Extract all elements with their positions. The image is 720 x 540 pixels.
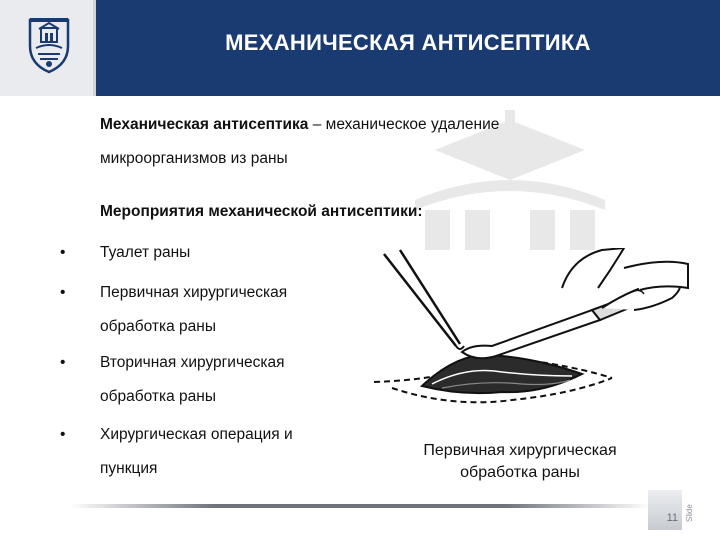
measures-heading: Мероприятия механической антисептики: — [100, 203, 423, 220]
illustration-caption — [390, 440, 650, 484]
list-item-line: Первичная хирургическая — [100, 284, 288, 301]
bullet: • — [60, 244, 66, 261]
header-bar — [96, 0, 720, 96]
bullet: • — [60, 426, 66, 443]
university-crest-icon — [26, 16, 72, 74]
slide-number: 11 — [666, 512, 678, 524]
page-title: МЕХАНИЧЕСКАЯ АНТИСЕПТИКА — [225, 30, 591, 55]
wound-debridement-scalpel-illustration — [372, 248, 690, 434]
list-item-line: Хирургическая операция и — [100, 426, 293, 443]
definition-line-1 — [100, 108, 600, 142]
bullet: • — [60, 354, 66, 371]
list-item — [60, 346, 350, 414]
bullet: • — [60, 284, 66, 301]
list-item — [60, 276, 350, 344]
list-item-line: обработка раны — [100, 318, 216, 335]
list-item — [60, 418, 350, 486]
list-item-line: обработка раны — [100, 388, 216, 405]
slide-label: Slide — [685, 504, 694, 522]
definition-text — [100, 108, 600, 176]
definition-rest: – механическое удаление — [308, 116, 500, 133]
list-item-line: пункция — [100, 460, 158, 477]
slide-number-badge — [648, 490, 682, 530]
footer-divider — [70, 504, 650, 508]
list-item-line: Туалет раны — [100, 244, 191, 261]
caption-line-1: Первичная хирургическая — [423, 442, 617, 459]
list-item-line: Вторичная хирургическая — [100, 354, 285, 371]
definition-line-2: микроорганизмов из раны — [100, 150, 288, 167]
definition-term: Механическая антисептика — [100, 116, 309, 133]
caption-line-2: обработка раны — [460, 464, 580, 481]
header-logo-panel — [0, 0, 96, 96]
list-item — [60, 236, 350, 270]
